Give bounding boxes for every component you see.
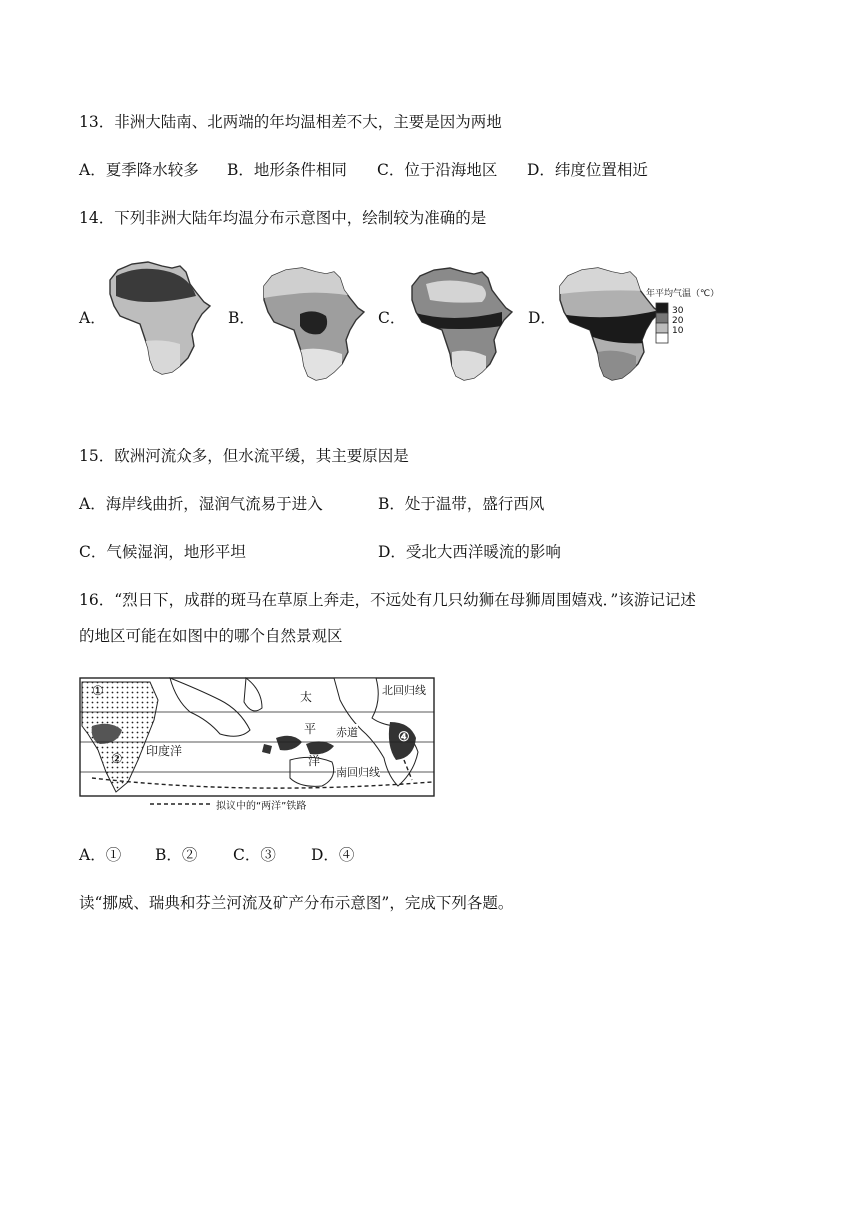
q16-marker-1: ① bbox=[92, 684, 104, 699]
q14-map-label-a[interactable]: A． bbox=[79, 309, 106, 327]
q16-map-legend: 拟议中的“两洋”铁路 bbox=[216, 801, 307, 812]
q16-option-d[interactable]: D．④ bbox=[311, 846, 355, 864]
q13-option-c[interactable]: C．位于沿海地区 bbox=[377, 161, 498, 179]
q14-legend bbox=[656, 303, 668, 343]
q16-option-c[interactable]: C．③ bbox=[233, 846, 276, 864]
q16-label-tropic-north: 北回归线 bbox=[382, 684, 426, 697]
q16-label-equator: 赤道 bbox=[336, 726, 358, 739]
q16-world-map bbox=[0, 660, 860, 830]
q16-label-tropic-south: 南回归线 bbox=[336, 766, 380, 779]
q14-africa-maps bbox=[0, 0, 860, 400]
africa-map-b bbox=[264, 268, 364, 380]
q15-option-c[interactable]: C．气候湿润，地形平坦 bbox=[79, 543, 246, 561]
q14-stem: 14．下列非洲大陆年均温分布示意图中，绘制较为准确的是 bbox=[79, 209, 487, 227]
q16-label-pacific: 平 bbox=[304, 722, 317, 736]
q14-map-label-c[interactable]: C． bbox=[378, 309, 406, 327]
q16-label-pacific: 洋 bbox=[308, 754, 321, 768]
q13-stem: 13．非洲大陆南、北两端的年均温相差不大，主要是因为两地 bbox=[79, 113, 502, 131]
q16-option-a[interactable]: A．① bbox=[79, 846, 122, 864]
q16-marker-2: ② bbox=[111, 752, 123, 767]
q13-option-a[interactable]: A．夏季降水较多 bbox=[79, 161, 199, 179]
q16-label-indian-ocean: 印度洋 bbox=[146, 744, 183, 758]
africa-map-d bbox=[560, 268, 660, 380]
q15-option-d[interactable]: D．受北大西洋暖流的影响 bbox=[378, 543, 561, 561]
q16-marker-4: ④ bbox=[398, 730, 410, 745]
q16-option-b[interactable]: B．② bbox=[155, 846, 198, 864]
q16-stem-line1: 16．“烈日下，成群的斑马在草原上奔走，不远处有几只幼狮在母狮周围嬉戏．”该游记记述 bbox=[79, 591, 696, 609]
q14-legend-title: 年平均气温（℃） bbox=[646, 289, 720, 299]
africa-map-a bbox=[110, 262, 210, 374]
q14-map-label-d[interactable]: D． bbox=[528, 309, 556, 327]
q15-option-a[interactable]: A．海岸线曲折，湿润气流易于进入 bbox=[79, 495, 323, 513]
section-intro: 读“挪威、瑞典和芬兰河流及矿产分布示意图”，完成下列各题。 bbox=[79, 894, 514, 912]
q16-stem-line2: 的地区可能在如图中的哪个自然景观区 bbox=[79, 627, 343, 645]
q14-legend-tick: 10 bbox=[672, 326, 684, 336]
q14-legend-tick: 30 bbox=[672, 306, 684, 316]
q13-option-d[interactable]: D．纬度位置相近 bbox=[527, 161, 648, 179]
q14-legend-tick: 20 bbox=[672, 316, 684, 326]
q14-map-label-b[interactable]: B． bbox=[228, 309, 255, 327]
q15-option-b[interactable]: B．处于温带，盛行西风 bbox=[378, 495, 545, 513]
q16-label-pacific: 太 bbox=[300, 690, 313, 704]
q15-stem: 15．欧洲河流众多，但水流平缓，其主要原因是 bbox=[79, 447, 409, 465]
q13-option-b[interactable]: B．地形条件相同 bbox=[227, 161, 347, 179]
africa-map-c bbox=[412, 268, 512, 380]
